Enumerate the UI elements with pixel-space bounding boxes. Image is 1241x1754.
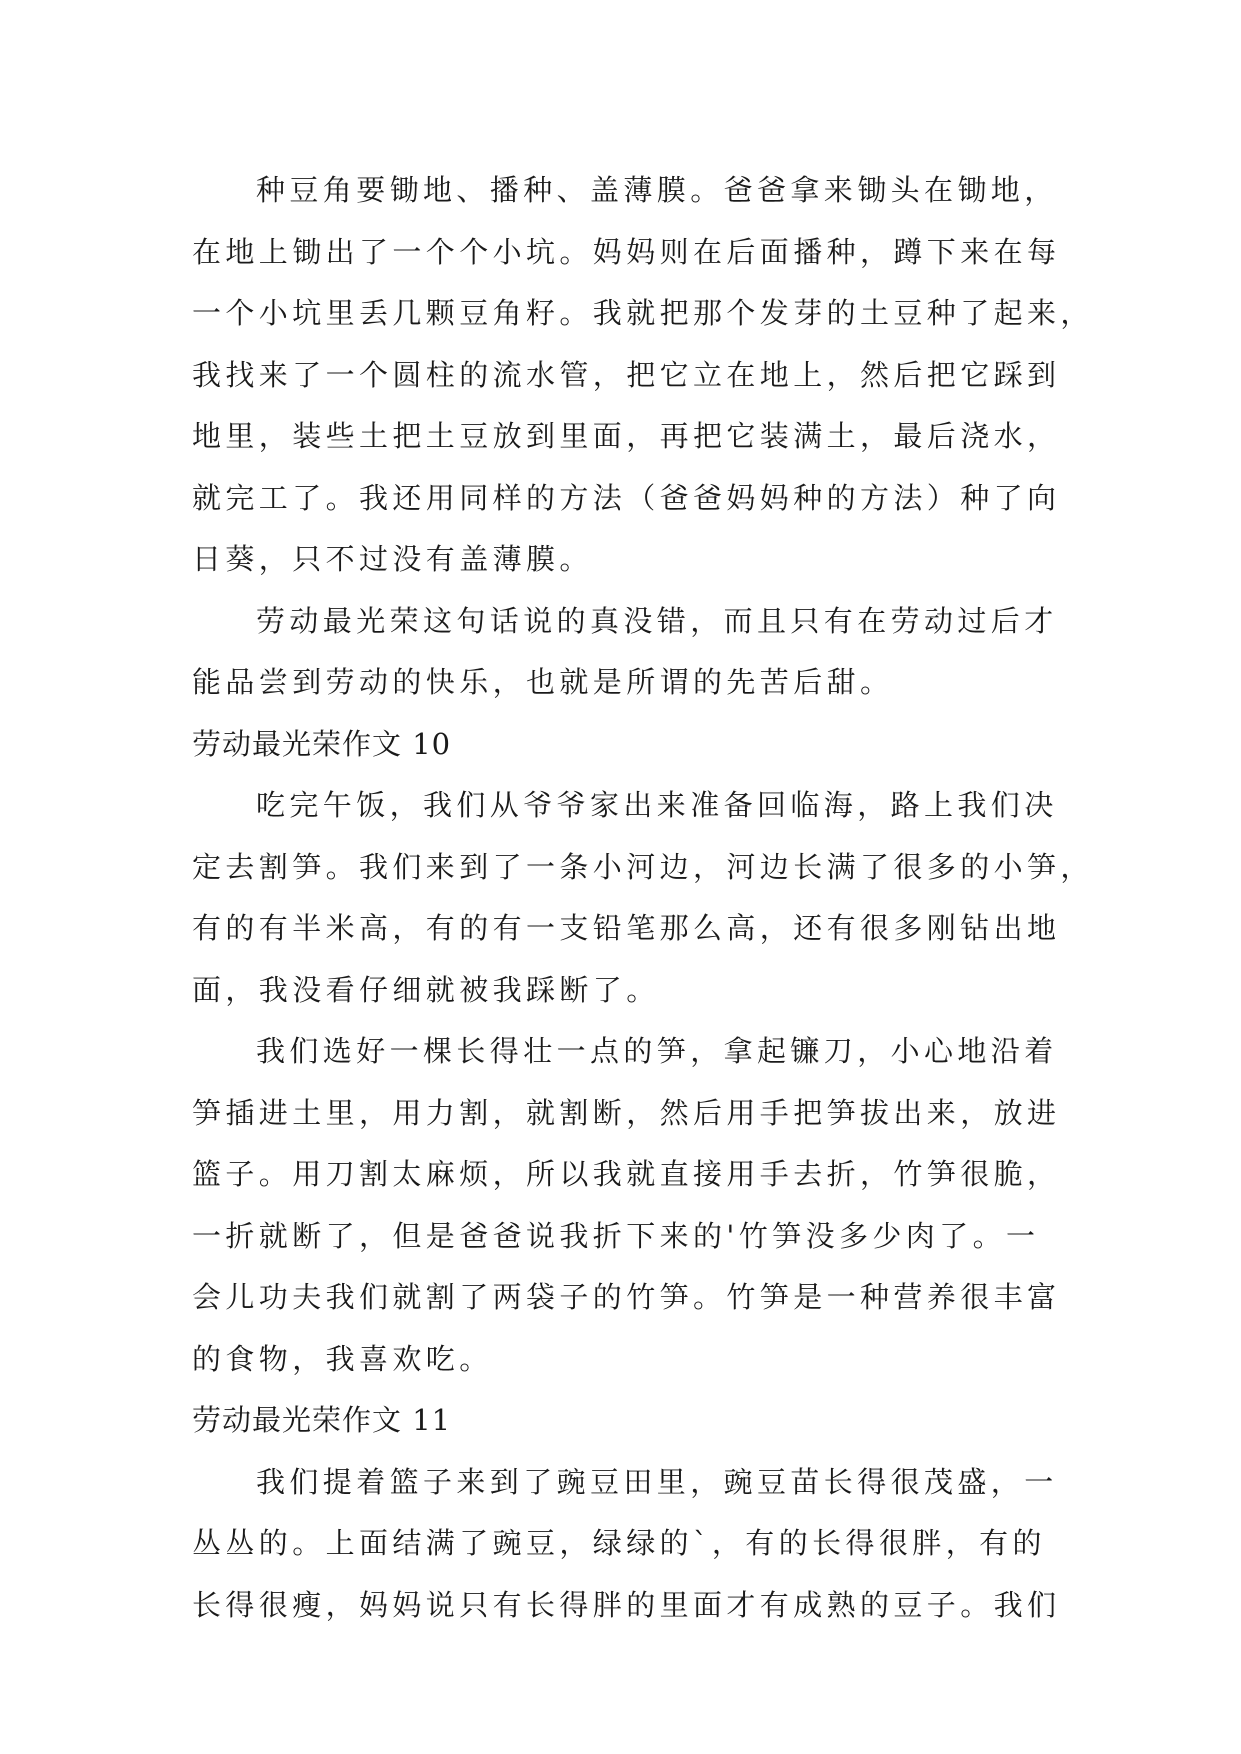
text-line: 地里，装些土把土豆放到里面，再把它装满土，最后浇水， xyxy=(192,419,1061,453)
text-line: 一个小坑里丢几颗豆角籽。我就把那个发芽的土豆种了起来， xyxy=(192,296,1094,330)
text-line: 一折就断了，但是爸爸说我折下来的'竹笋没多少肉了。一 xyxy=(192,1218,1040,1253)
text-line: 在地上锄出了一个个小坑。妈妈则在后面播种，蹲下来在每 xyxy=(192,234,1061,269)
text-line: 我找来了一个圆柱的流水管，把它立在地上，然后把它踩到 xyxy=(192,357,1061,392)
text-line: 日葵，只不过没有盖薄膜。 xyxy=(192,542,593,576)
text-line: 丛丛的。上面结满了豌豆，绿绿的`，有的长得很胖，有的 xyxy=(192,1526,1046,1560)
text-line: 劳动最光荣这句话说的真没错，而且只有在劳动过后才 xyxy=(256,603,1058,638)
section-heading: 劳动最光荣作文 10 xyxy=(192,726,452,761)
text-line: 面，我没看仔细就被我踩断了。 xyxy=(192,972,660,1007)
text-line: 会儿功夫我们就割了两袋子的竹笋。竹笋是一种营养很丰富 xyxy=(192,1280,1061,1314)
text-line: 吃完午饭，我们从爷爷家出来准备回临海，路上我们决 xyxy=(256,788,1058,822)
text-line: 能品尝到劳动的快乐，也就是所谓的先苦后甜。 xyxy=(192,665,894,699)
text-line: 的食物，我喜欢吃。 xyxy=(192,1341,493,1376)
text-line: 笋插进土里，用力割，就割断，然后用手把笋拔出来，放进 xyxy=(192,1095,1061,1130)
text-line: 我们提着篮子来到了豌豆田里，豌豆苗长得很茂盛，一 xyxy=(256,1464,1058,1499)
text-line: 篮子。用刀割太麻烦，所以我就直接用手去折，竹笋很脆， xyxy=(192,1157,1061,1191)
text-line: 我们选好一棵长得壮一点的笋，拿起镰刀，小心地沿着 xyxy=(256,1034,1058,1068)
section-heading: 劳动最光荣作文 11 xyxy=(192,1403,452,1437)
text-line: 长得很瘦，妈妈说只有长得胖的里面才有成熟的豆子。我们 xyxy=(192,1587,1061,1622)
document-page xyxy=(192,160,1094,1636)
text-line: 定去割笋。我们来到了一条小河边，河边长满了很多的小笋， xyxy=(192,849,1094,884)
text-line: 有的有半米高，有的有一支铅笔那么高，还有很多刚钻出地 xyxy=(192,911,1061,945)
text-line: 种豆角要锄地、播种、盖薄膜。爸爸拿来锄头在锄地， xyxy=(256,173,1058,207)
text-line: 就完工了。我还用同样的方法（爸爸妈妈种的方法）种了向 xyxy=(192,480,1061,515)
